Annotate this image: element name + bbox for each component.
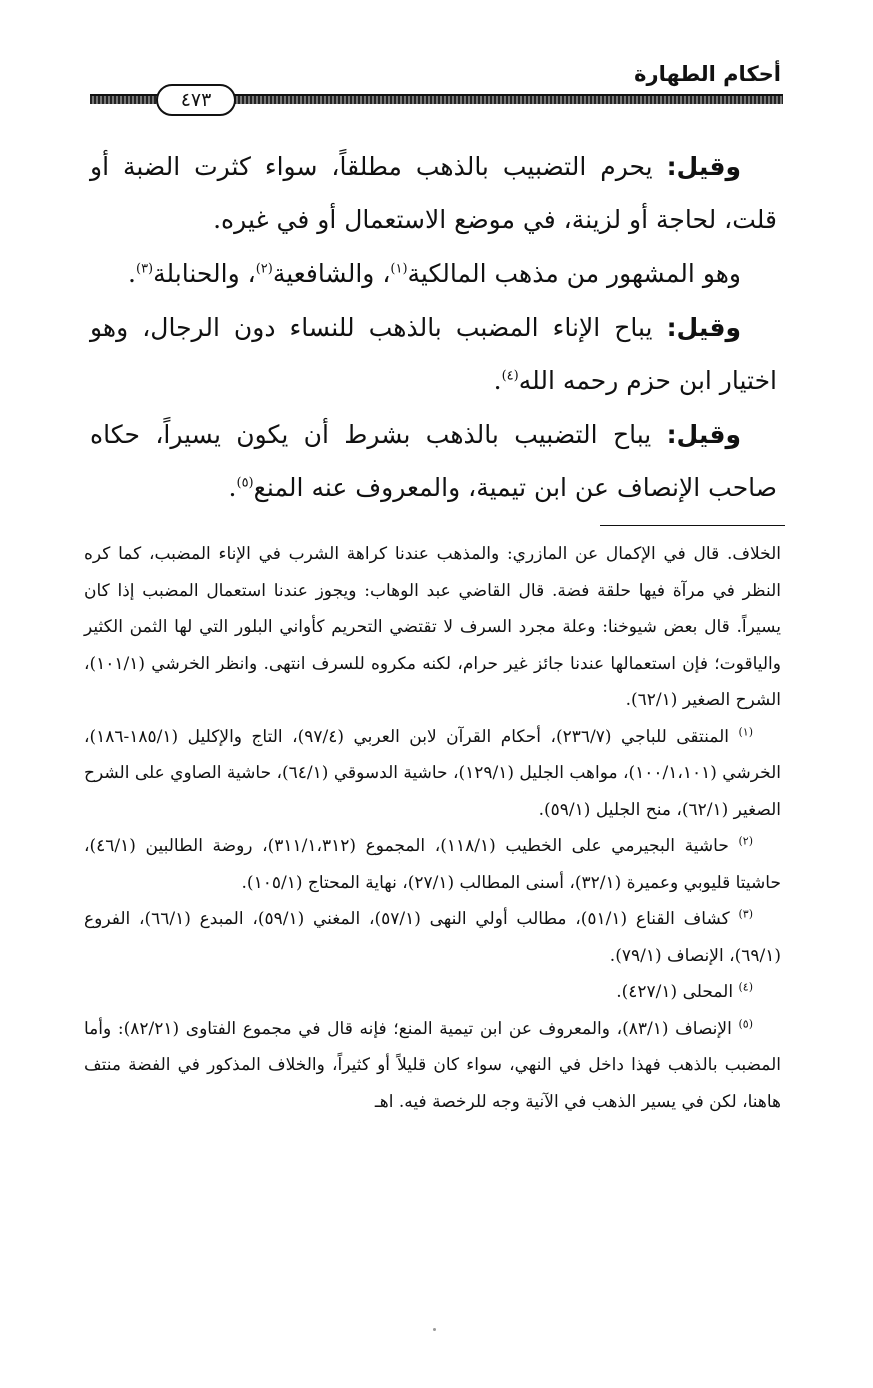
footnote-3 [84,901,781,974]
footnote-text: المنتقى للباجي (٢٣٦/٧)، أحكام القرآن لابن العربي (٩٧/٤)، التاج والإكليل (١٨٥/١-١٨٦)، الخرشي (١٠٠/١،١٠١)، مواهب الجليل (١٢٩/١)، حاشية الدسوقي (٦٤/١)، حاشية الصاوي على الشرح الصغير (٦٢/١)، منح الجليل (٥٩/١). [84,726,781,820]
footnote-ref-4[interactable]: (٤) [501,368,519,384]
footnote-text: المحلى (٤٢٧/١). [616,982,739,1002]
footnote-1 [84,719,781,829]
footnote-ref-3[interactable]: (٣) [135,261,154,277]
footnote-ref-2[interactable]: (٢) [255,261,273,277]
paragraph-text: . [228,473,237,502]
footnote-5 [84,1011,781,1121]
footnote-ref-5[interactable]: (٥) [236,475,254,491]
footnote-number: (٣) [738,907,753,921]
running-header-title: أحكام الطهارة [634,62,781,86]
opinion-keyword: وقيل: [666,152,741,181]
paragraph-text: . [128,259,136,288]
footnote-text: كشاف القناع (٥١/١)، مطالب أولي النهى (٥٧/١)، المغني (٥٩/١)، المبدع (٦٦/١)، الفروع (٦٩/١)، الإنصاف (٧٩/١). [84,909,781,966]
footnote-separator [600,525,785,526]
footnote-text: الإنصاف (٨٣/١)، والمعروف عن ابن تيمية المنع؛ فإنه قال في مجموع الفتاوى (٨٢/٢١): وأما المضبب بالذهب فهذا داخل في النهي، سواء كان قليلاً أو كثيراً، والخلاف المذكور في الفضة منتف هاهنا، لكن في يسير الذهب في الآنية وجه للرخصة فيه. اهـ [84,1018,781,1112]
opinion-keyword: وقيل: [666,313,741,342]
footnote-number: (٤) [738,980,753,994]
scan-center-mark [433,1328,436,1331]
paragraph-text: يحرم التضبيب بالذهب مطلقاً، سواء كثرت الضبة أو قلت، لحاجة أو لزينة، في موضع الاستعمال أو في غيره. [90,152,777,234]
footnote-number: (١) [738,724,753,738]
paragraph-text: وهو المشهور من مذهب المالكية [407,259,741,288]
footnote-number: (٥) [738,1016,753,1030]
opinion-keyword: وقيل: [666,420,741,449]
footnote-carryover: الخلاف. قال في الإكمال عن المازري: والمذهب عندنا كراهة الشرب في الإناء المضبب، كما كره النظر في مرآة فيها حلقة فضة. قال القاضي عبد الوهاب: ويجوز عندنا استعمال المضبب إذا كان يسيراً. قال بعض شيوخنا: وعلة مجرد السرف لا تقتضي التحريم كأواني البلور التي لها الثمن الكثير والياقوت؛ فإن استعمالها عندنا جائز غير حرام، لكنه مكروه للسرف انتهى. وانظر الخرشي (١٠١/١)، الشرح الصغير (٦٢/١). [84,544,781,710]
paragraph-text: ، والشافعية [272,259,391,288]
paragraph-text: . [493,366,502,395]
footnote-number: (٢) [738,834,753,848]
footnotes-section [84,536,781,1120]
footnote-4 [84,974,781,1011]
footnote-ref-1[interactable]: (١) [390,261,408,277]
paragraph-opinion-3 [90,408,777,514]
paragraph-opinion-2 [90,301,777,407]
paragraph-opinion-1 [90,140,777,246]
paragraph-text: ، والحنابلة [153,259,256,288]
footnote-2 [84,828,781,901]
main-text [90,140,777,515]
footnote-text: حاشية البجيرمي على الخطيب (١١٨/١)، المجموع (٣١١/١،٣١٢)، روضة الطالبين (٤٦/١)، حاشيتا قليوبي وعميرة (٣٢/١)، أسنى المطالب (٢٧/١)، نهاية المحتاج (١٠٥/١). [84,836,781,893]
paragraph-text: يباح التضبيب بالذهب بشرط أن يكون يسيراً، حكاه صاحب الإنصاف عن ابن تيمية، والمعروف عنه المنع [90,420,777,502]
paragraph-text: يباح الإناء المضبب بالذهب للنساء دون الرجال، وهو اختيار ابن حزم رحمه الله [90,313,777,395]
paragraph-schools [90,247,777,300]
page-number: ٤٧٣ [156,84,236,116]
